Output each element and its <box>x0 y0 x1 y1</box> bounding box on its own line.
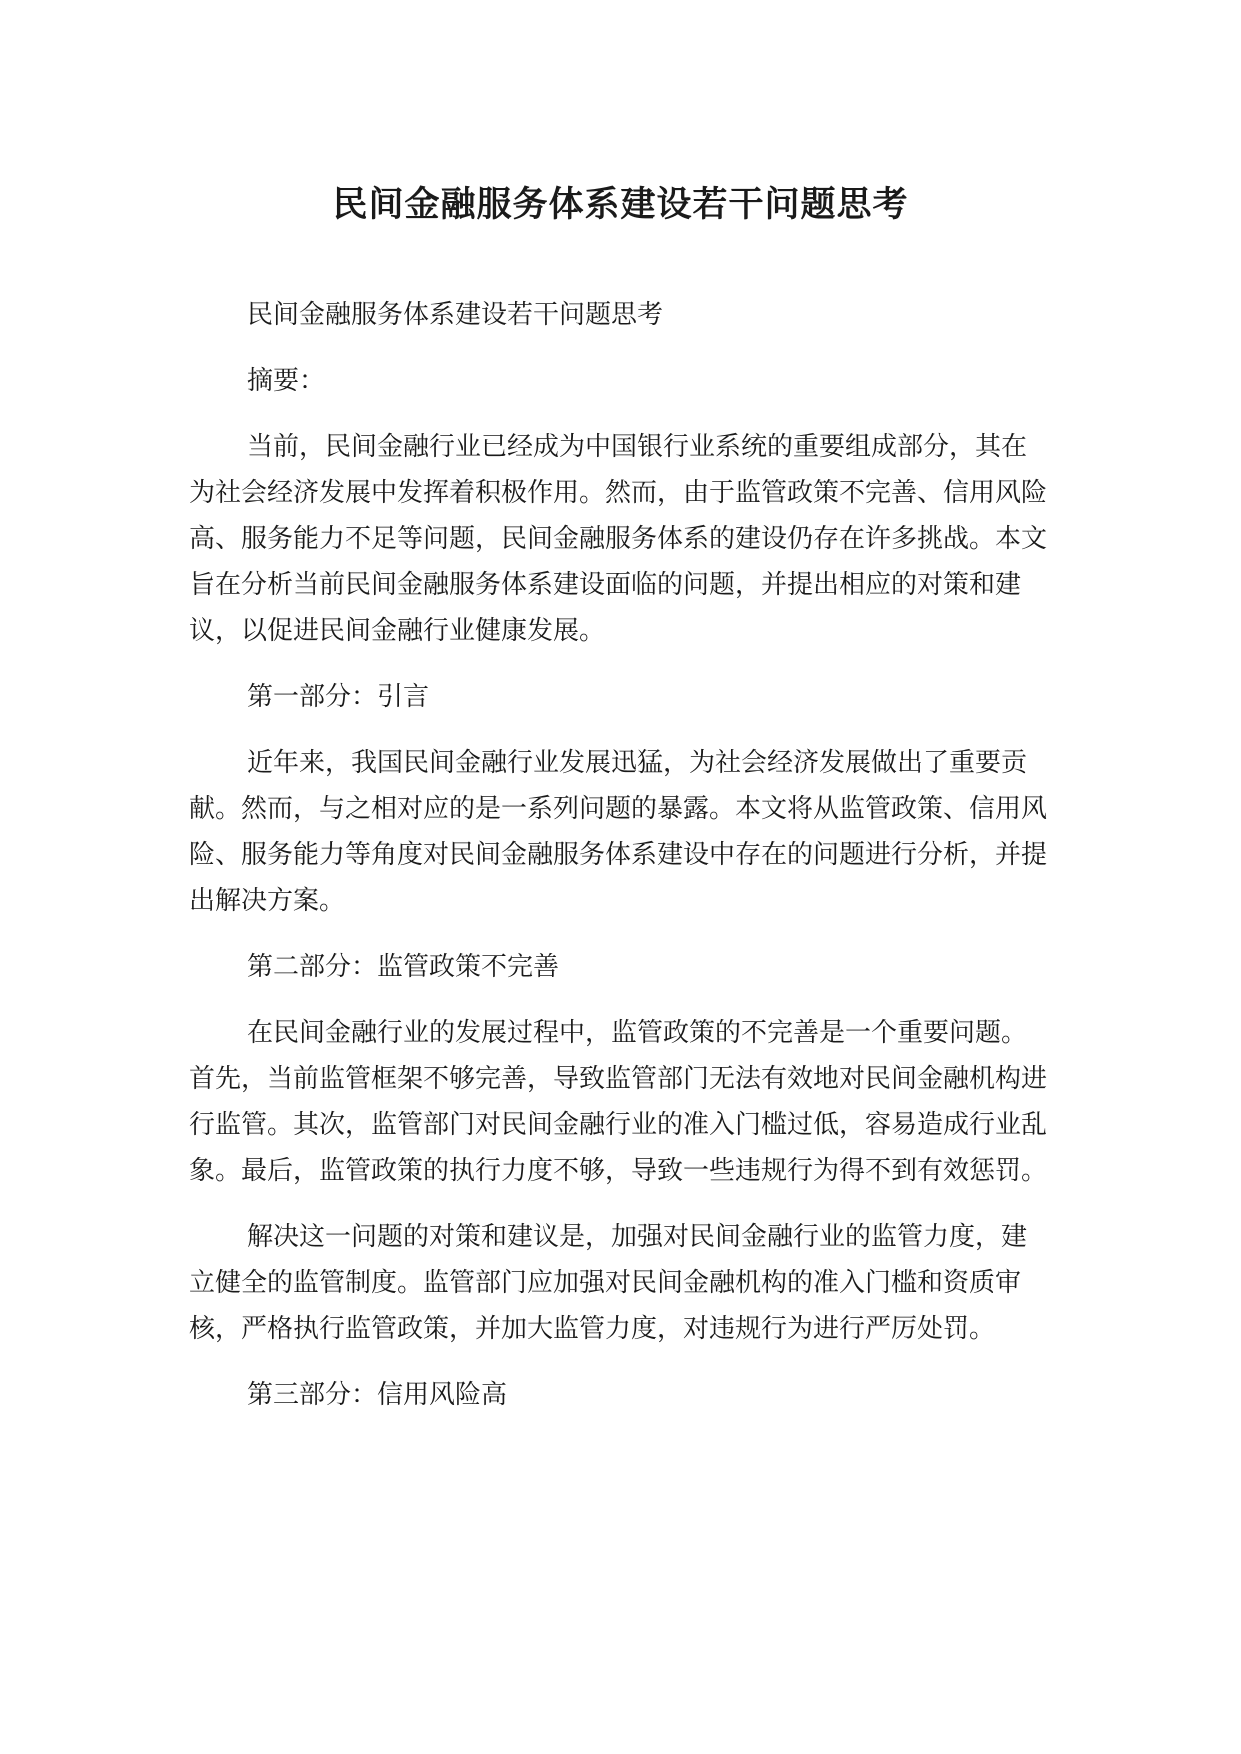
section-3-heading: 第三部分：信用风险高 <box>247 1380 508 1410</box>
section-2-paragraph-1: 在民间金融行业的发展过程中，监管政策的不完善是一个重要问题。首先，当前监管框架不够完善，导致监管部门无法有效地对民间金融机构进行监管。其次，监管部门对民间金融行业的准入门槛过低，容易造成行业乱象。最后，监管政策的执行力度不够，导致一些违规行为得不到有效惩罚。 <box>189 1018 1048 1186</box>
section-1-heading: 第一部分：引言 <box>247 682 430 712</box>
section-2-paragraph-2: 解决这一问题的对策和建议是，加强对民间金融行业的监管力度，建立健全的监管制度。监管部门应加强对民间金融机构的准入门槛和资质审核，严格执行监管政策，并加大监管力度，对违规行为进行严厉处罚。 <box>189 1222 1028 1344</box>
document-body <box>189 292 1049 1438</box>
abstract-paragraph: 当前，民间金融行业已经成为中国银行业系统的重要组成部分，其在为社会经济发展中发挥着积极作用。然而，由于监管政策不完善、信用风险高、服务能力不足等问题，民间金融服务体系的建设仍存在许多挑战。本文旨在分析当前民间金融服务体系建设面临的问题，并提出相应的对策和建议，以促进民间金融行业健康发展。 <box>189 432 1048 646</box>
abstract-heading: 摘要： <box>247 366 326 396</box>
document-title: 民间金融服务体系建设若干问题思考 <box>332 185 909 225</box>
section-2-heading: 第二部分：监管政策不完善 <box>247 952 560 982</box>
section-1-paragraph: 近年来，我国民间金融行业发展迅猛，为社会经济发展做出了重要贡献。然而，与之相对应的是一系列问题的暴露。本文将从监管政策、信用风险、服务能力等角度对民间金融服务体系建设中存在的问题进行分析，并提出解决方案。 <box>189 748 1048 916</box>
subtitle-paragraph: 民间金融服务体系建设若干问题思考 <box>247 300 664 330</box>
